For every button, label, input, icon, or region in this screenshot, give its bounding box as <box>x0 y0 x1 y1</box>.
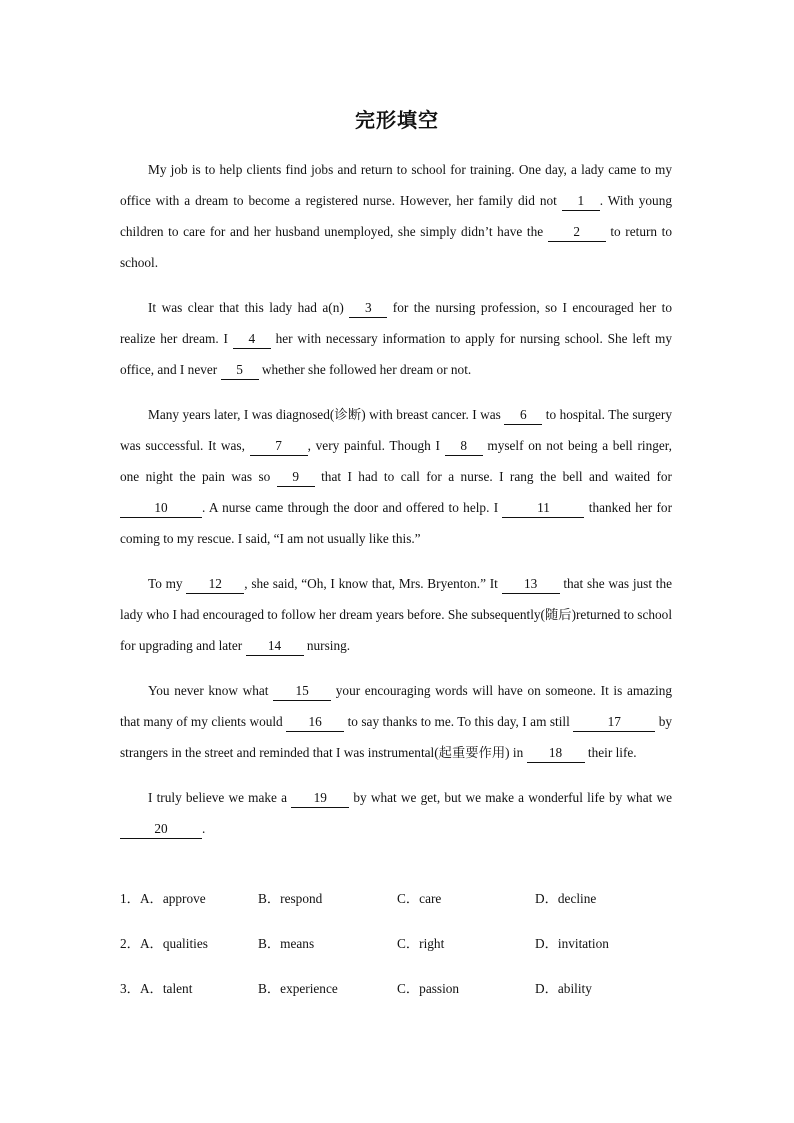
passage-text: It was clear that this lady had a(n) <box>148 300 350 315</box>
option-d <box>535 978 592 997</box>
option-text: A．approve <box>139 891 206 906</box>
option-text: C．passion <box>397 981 460 996</box>
option-text: D．ability <box>535 981 592 996</box>
option-d <box>535 888 596 907</box>
option-b <box>258 888 322 907</box>
passage-text: nursing. <box>303 638 351 653</box>
passage-text: your encouraging words will have on someone. It is amazing that many of my clients would <box>120 683 672 729</box>
option-c <box>397 888 441 907</box>
option-a <box>120 933 208 952</box>
blank-20: 20 <box>120 820 202 839</box>
blank-3: 3 <box>349 299 387 318</box>
passage-text: . A nurse came through the door and offered to help. I <box>202 500 503 515</box>
page-title: 完形填空 <box>355 108 439 132</box>
blank-12: 12 <box>186 575 244 594</box>
paragraph <box>120 568 672 661</box>
answer-options <box>120 888 680 1023</box>
passage-text: to say thanks to me. To this day, I am still <box>344 714 574 729</box>
option-text: D．decline <box>535 891 597 906</box>
blank-14: 14 <box>246 637 304 656</box>
paragraph <box>120 154 672 278</box>
question-number: 1． <box>120 891 140 906</box>
blank-15: 15 <box>273 682 331 701</box>
blank-8: 8 <box>445 437 483 456</box>
passage-text: for the nursing profession, so I encouraged her to realize her dream. I <box>120 300 672 346</box>
passage-text: by strangers in the street and reminded that I was instrumental(起重要作用) in <box>120 714 672 760</box>
passage-text: To my <box>148 576 187 591</box>
option-text: A．talent <box>139 981 193 996</box>
passage-text: , very painful. Though I <box>307 438 445 453</box>
option-d <box>535 933 609 952</box>
passage-text: their life. <box>584 745 637 760</box>
option-a <box>120 888 206 907</box>
passage-text: thanked her for coming to my rescue. I said, “I am not usually like this.” <box>120 500 673 546</box>
passage-text: . With young children to care for and her husband unemployed, she simply didn’t have the <box>120 193 672 239</box>
option-c <box>397 933 444 952</box>
blank-10: 10 <box>120 499 202 518</box>
blank-5: 5 <box>221 361 259 380</box>
question-row <box>120 933 680 978</box>
option-a <box>120 978 192 997</box>
question-number: 3． <box>120 981 140 996</box>
blank-16: 16 <box>286 713 344 732</box>
blank-4: 4 <box>233 330 271 349</box>
question-row <box>120 978 680 1023</box>
paragraph <box>120 782 672 844</box>
passage-text: whether she followed her dream or not. <box>258 362 472 377</box>
option-text: D．invitation <box>535 936 609 951</box>
blank-11: 11 <box>502 499 584 518</box>
paragraph <box>120 675 672 768</box>
cloze-passage <box>120 154 672 858</box>
option-text: C．care <box>397 891 442 906</box>
blank-1: 1 <box>562 192 600 211</box>
option-b <box>258 978 338 997</box>
blank-2: 2 <box>548 223 606 242</box>
passage-text: Many years later, I was diagnosed(诊断) with breast cancer. I was <box>148 407 505 422</box>
option-text: B．experience <box>258 981 338 996</box>
blank-6: 6 <box>504 406 542 425</box>
option-text: B．respond <box>258 891 323 906</box>
option-c <box>397 978 459 997</box>
passage-text: I truly believe we make a <box>148 790 292 805</box>
option-b <box>258 933 314 952</box>
question-number: 2． <box>120 936 140 951</box>
passage-text: by what we get, but we make a wonderful life by what we <box>349 790 672 805</box>
paragraph <box>120 292 672 385</box>
blank-17: 17 <box>573 713 655 732</box>
blank-13: 13 <box>502 575 560 594</box>
passage-text: to return to school. <box>120 224 672 270</box>
passage-text: myself on not being a bell ringer, one night the pain was so <box>120 438 672 484</box>
passage-text: My job is to help clients find jobs and return to school for training. One day, a lady came to my office with a dream to become a registered nurse. However, her family did not <box>120 162 672 208</box>
option-text: B．means <box>258 936 315 951</box>
blank-7: 7 <box>250 437 308 456</box>
option-text: A．qualities <box>139 936 208 951</box>
passage-text: You never know what <box>148 683 274 698</box>
question-row <box>120 888 680 933</box>
blank-18: 18 <box>527 744 585 763</box>
passage-text: that she was just the lady who I had encouraged to follow her dream years before. She subsequently(随后)returned to school for upgrading and later <box>120 576 673 653</box>
passage-text: , she said, “Oh, I know that, Mrs. Bryenton.” It <box>244 576 502 591</box>
paragraph <box>120 399 672 554</box>
passage-text: . <box>202 821 206 836</box>
passage-text: her with necessary information to apply for nursing school. She left my office, and I never <box>120 331 672 377</box>
blank-19: 19 <box>291 789 349 808</box>
passage-text: that I had to call for a nurse. I rang the bell and waited for <box>314 469 672 484</box>
option-text: C．right <box>397 936 445 951</box>
passage-text: to hospital. The surgery was successful. It was, <box>120 407 673 453</box>
blank-9: 9 <box>277 468 315 487</box>
